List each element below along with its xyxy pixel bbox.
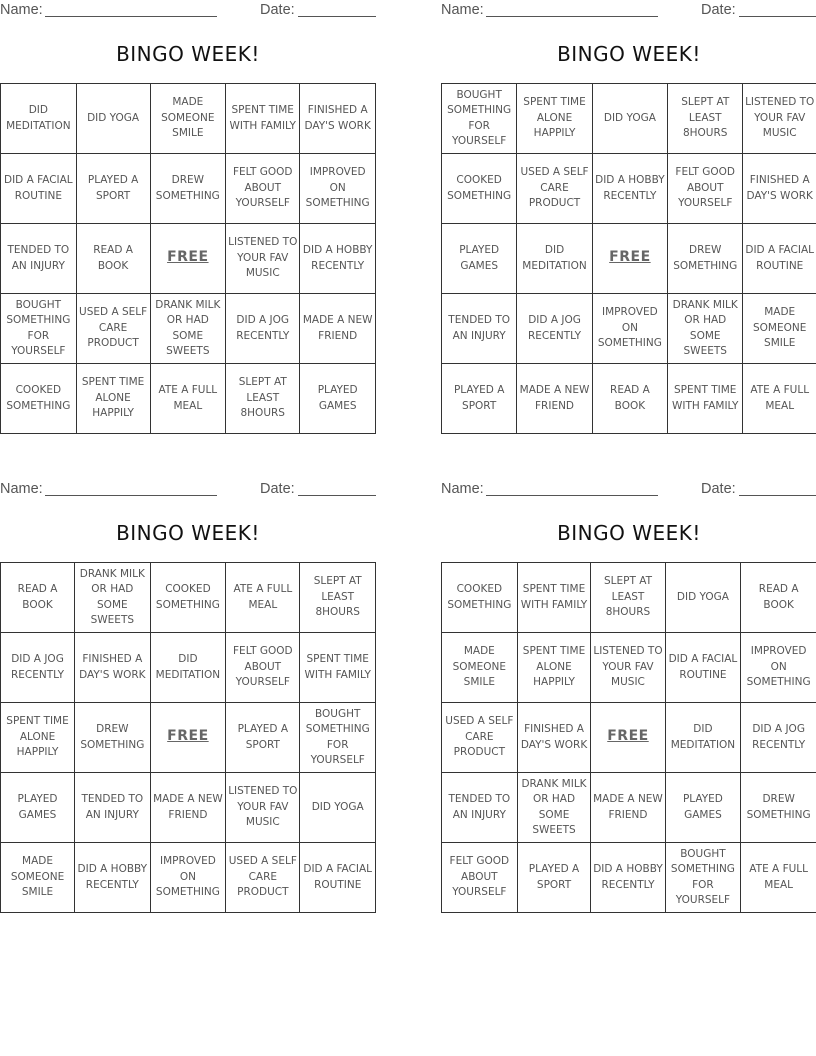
grid-row xyxy=(1,773,376,843)
bingo-cell: DRANK MILK OR HAD SOME SWEETS xyxy=(150,294,226,364)
bingo-cell: DID A JOG RECENTLY xyxy=(1,633,75,703)
free-label: FREE xyxy=(167,728,209,745)
grid-row xyxy=(1,224,376,294)
card-header xyxy=(0,479,376,501)
free-label: FREE xyxy=(609,249,651,266)
date-field-line xyxy=(298,16,376,17)
date-label: Date: xyxy=(701,481,736,497)
bingo-cell: IMPROVED ON SOMETHING xyxy=(150,843,226,913)
bingo-cell: ATE A FULL MEAL xyxy=(743,364,816,434)
card-title: BINGO WEEK! xyxy=(116,521,260,545)
bingo-cell: READ A BOOK xyxy=(1,563,75,633)
grid-row xyxy=(442,773,816,843)
bingo-cell: DRANK MILK OR HAD SOME SWEETS xyxy=(517,773,591,843)
bingo-cell: DID MEDITATION xyxy=(1,84,77,154)
grid-row xyxy=(442,294,816,364)
bingo-cell: MADE A NEW FRIEND xyxy=(591,773,665,843)
date-field-line xyxy=(739,495,816,496)
grid-row xyxy=(442,633,816,703)
bingo-cell: FELT GOOD ABOUT YOURSELF xyxy=(226,633,300,703)
bingo-cell: SLEPT AT LEAST 8HOURS xyxy=(591,563,665,633)
bingo-cell: LISTENED TO YOUR FAV MUSIC xyxy=(743,84,816,154)
bingo-cell: TENDED TO AN INJURY xyxy=(1,224,77,294)
bingo-cell: PLAYED A SPORT xyxy=(517,843,591,913)
bingo-cell: ATE A FULL MEAL xyxy=(150,364,226,434)
bingo-cell: READ A BOOK xyxy=(741,563,816,633)
bingo-cell: USED A SELF CARE PRODUCT xyxy=(76,294,150,364)
bingo-cell: ATE A FULL MEAL xyxy=(741,843,816,913)
grid-row xyxy=(1,294,376,364)
bingo-cell: COOKED SOMETHING xyxy=(442,154,517,224)
bingo-cell: SPENT TIME WITH FAMILY xyxy=(668,364,743,434)
bingo-cell: BOUGHT SOMETHING FOR YOURSELF xyxy=(300,703,376,773)
date-field-line xyxy=(739,16,816,17)
bingo-cell: SPENT TIME WITH FAMILY xyxy=(226,84,300,154)
bingo-cell: DID MEDITATION xyxy=(150,633,226,703)
bingo-cell: FINISHED A DAY'S WORK xyxy=(743,154,816,224)
grid-row xyxy=(1,563,376,633)
bingo-cell: COOKED SOMETHING xyxy=(150,563,226,633)
bingo-cell: TENDED TO AN INJURY xyxy=(442,773,518,843)
bingo-card-2 xyxy=(441,0,816,412)
bingo-cell: DID A FACIAL ROUTINE xyxy=(1,154,77,224)
bingo-grid xyxy=(441,562,816,913)
bingo-cell: DRANK MILK OR HAD SOME SWEETS xyxy=(668,294,743,364)
bingo-cell: DID A FACIAL ROUTINE xyxy=(300,843,376,913)
bingo-cell: PLAYED GAMES xyxy=(1,773,75,843)
name-label: Name: xyxy=(0,2,43,18)
bingo-cell: FELT GOOD ABOUT YOURSELF xyxy=(226,154,300,224)
free-label: FREE xyxy=(167,249,209,266)
bingo-cell: DID A HOBBY RECENTLY xyxy=(300,224,376,294)
bingo-cell: MADE A NEW FRIEND xyxy=(300,294,376,364)
grid-row xyxy=(442,364,816,434)
bingo-cell: MADE SOMEONE SMILE xyxy=(150,84,226,154)
bingo-card-4 xyxy=(441,479,816,906)
bingo-cell: FELT GOOD ABOUT YOURSELF xyxy=(442,843,518,913)
bingo-card-3 xyxy=(0,479,376,899)
bingo-cell: TENDED TO AN INJURY xyxy=(442,294,517,364)
name-field-line xyxy=(486,16,658,17)
bingo-cell: FELT GOOD ABOUT YOURSELF xyxy=(668,154,743,224)
name-field-line xyxy=(45,495,217,496)
bingo-cell: SLEPT AT LEAST 8HOURS xyxy=(668,84,743,154)
bingo-cell: DID A JOG RECENTLY xyxy=(517,294,592,364)
grid-row xyxy=(442,84,816,154)
bingo-cell: IMPROVED ON SOMETHING xyxy=(592,294,667,364)
bingo-cell: PLAYED A SPORT xyxy=(76,154,150,224)
card-title: BINGO WEEK! xyxy=(116,42,260,66)
bingo-cell: DID A HOBBY RECENTLY xyxy=(75,843,151,913)
bingo-grid xyxy=(0,83,376,434)
bingo-cell: USED A SELF CARE PRODUCT xyxy=(226,843,300,913)
bingo-grid xyxy=(441,83,816,434)
card-title: BINGO WEEK! xyxy=(557,42,701,66)
bingo-cell: DID MEDITATION xyxy=(665,703,741,773)
bingo-cell: PLAYED A SPORT xyxy=(226,703,300,773)
free-cell xyxy=(591,703,665,773)
grid-row xyxy=(1,633,376,703)
bingo-cell: PLAYED GAMES xyxy=(665,773,741,843)
bingo-cell: IMPROVED ON SOMETHING xyxy=(300,154,376,224)
bingo-cell: DID A HOBBY RECENTLY xyxy=(591,843,665,913)
bingo-cell: MADE A NEW FRIEND xyxy=(517,364,592,434)
name-label: Name: xyxy=(441,481,484,497)
bingo-cell: DID A JOG RECENTLY xyxy=(741,703,816,773)
bingo-cell: DID A FACIAL ROUTINE xyxy=(665,633,741,703)
bingo-cell: FINISHED A DAY'S WORK xyxy=(75,633,151,703)
bingo-cell: PLAYED GAMES xyxy=(300,364,376,434)
date-field-line xyxy=(298,495,376,496)
free-cell xyxy=(150,224,226,294)
bingo-card-1 xyxy=(0,0,376,420)
bingo-cell: SPENT TIME WITH FAMILY xyxy=(300,633,376,703)
card-header xyxy=(441,479,816,501)
bingo-cell: TENDED TO AN INJURY xyxy=(75,773,151,843)
bingo-cell: LISTENED TO YOUR FAV MUSIC xyxy=(226,773,300,843)
bingo-cell: LISTENED TO YOUR FAV MUSIC xyxy=(226,224,300,294)
bingo-cell: FINISHED A DAY'S WORK xyxy=(517,703,591,773)
bingo-cell: PLAYED A SPORT xyxy=(442,364,517,434)
date-label: Date: xyxy=(260,2,295,18)
grid-row xyxy=(1,154,376,224)
bingo-cell: DID MEDITATION xyxy=(517,224,592,294)
bingo-cell: DREW SOMETHING xyxy=(75,703,151,773)
date-label: Date: xyxy=(701,2,736,18)
bingo-cell: READ A BOOK xyxy=(592,364,667,434)
bingo-cell: DID A FACIAL ROUTINE xyxy=(743,224,816,294)
bingo-cell: COOKED SOMETHING xyxy=(442,563,518,633)
bingo-cell: MADE SOMEONE SMILE xyxy=(1,843,75,913)
free-cell xyxy=(592,224,667,294)
bingo-grid xyxy=(0,562,376,913)
bingo-cell: SLEPT AT LEAST 8HOURS xyxy=(226,364,300,434)
bingo-cell: MADE SOMEONE SMILE xyxy=(743,294,816,364)
bingo-cell: COOKED SOMETHING xyxy=(1,364,77,434)
grid-row xyxy=(442,563,816,633)
bingo-cell: IMPROVED ON SOMETHING xyxy=(741,633,816,703)
bingo-cell: USED A SELF CARE PRODUCT xyxy=(442,703,518,773)
bingo-cell: USED A SELF CARE PRODUCT xyxy=(517,154,592,224)
grid-row xyxy=(442,224,816,294)
bingo-cell: DID A HOBBY RECENTLY xyxy=(592,154,667,224)
grid-row xyxy=(442,703,816,773)
bingo-cell: SPENT TIME ALONE HAPPILY xyxy=(76,364,150,434)
bingo-cell: SPENT TIME ALONE HAPPILY xyxy=(517,84,592,154)
bingo-cell: SPENT TIME WITH FAMILY xyxy=(517,563,591,633)
grid-row xyxy=(1,703,376,773)
bingo-cell: FINISHED A DAY'S WORK xyxy=(300,84,376,154)
bingo-cell: LISTENED TO YOUR FAV MUSIC xyxy=(591,633,665,703)
bingo-cell: PLAYED GAMES xyxy=(442,224,517,294)
bingo-cell: ATE A FULL MEAL xyxy=(226,563,300,633)
bingo-cell: DREW SOMETHING xyxy=(150,154,226,224)
bingo-cell: READ A BOOK xyxy=(76,224,150,294)
bingo-cell: DREW SOMETHING xyxy=(668,224,743,294)
grid-row xyxy=(1,843,376,913)
bingo-cell: SLEPT AT LEAST 8HOURS xyxy=(300,563,376,633)
name-label: Name: xyxy=(441,2,484,18)
bingo-cell: DRANK MILK OR HAD SOME SWEETS xyxy=(75,563,151,633)
bingo-cell: DID A JOG RECENTLY xyxy=(226,294,300,364)
name-label: Name: xyxy=(0,481,43,497)
bingo-cell: DID YOGA xyxy=(665,563,741,633)
bingo-cell: BOUGHT SOMETHING FOR YOURSELF xyxy=(665,843,741,913)
name-field-line xyxy=(486,495,658,496)
bingo-cell: MADE A NEW FRIEND xyxy=(150,773,226,843)
bingo-cell: MADE SOMEONE SMILE xyxy=(442,633,518,703)
card-title: BINGO WEEK! xyxy=(557,521,701,545)
bingo-cell: SPENT TIME ALONE HAPPILY xyxy=(1,703,75,773)
bingo-cell: DREW SOMETHING xyxy=(741,773,816,843)
bingo-cell: DID YOGA xyxy=(300,773,376,843)
grid-row xyxy=(442,154,816,224)
free-cell xyxy=(150,703,226,773)
grid-row xyxy=(1,84,376,154)
grid-row xyxy=(442,843,816,913)
bingo-cell: SPENT TIME ALONE HAPPILY xyxy=(517,633,591,703)
date-label: Date: xyxy=(260,481,295,497)
bingo-cell: DID YOGA xyxy=(76,84,150,154)
bingo-cell: BOUGHT SOMETHING FOR YOURSELF xyxy=(1,294,77,364)
card-header xyxy=(441,0,816,22)
card-header xyxy=(0,0,376,22)
free-label: FREE xyxy=(607,728,649,745)
name-field-line xyxy=(45,16,217,17)
bingo-cell: BOUGHT SOMETHING FOR YOURSELF xyxy=(442,84,517,154)
grid-row xyxy=(1,364,376,434)
bingo-cell: DID YOGA xyxy=(592,84,667,154)
